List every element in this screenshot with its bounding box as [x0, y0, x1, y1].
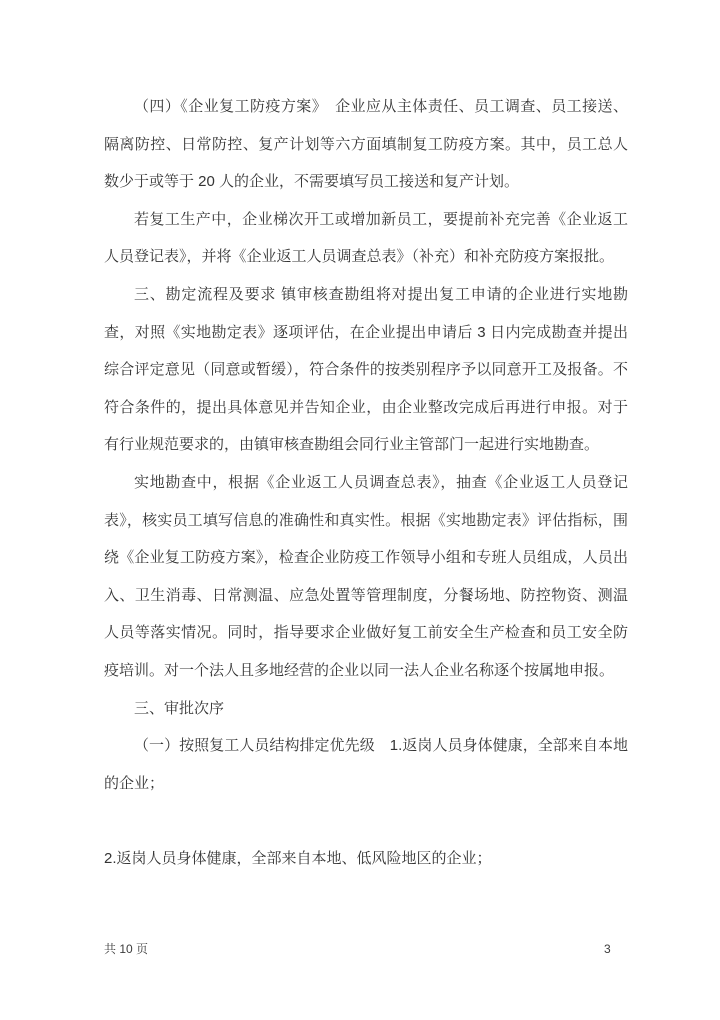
- paragraph-kanding-liucheng-yaoqiu: 三、勘定流程及要求 镇审核查勘组将对提出复工申请的企业进行实地勘查，对照《实地勘定表》逐项评估，在企业提出申请后 3 日内完成勘查并提出综合评定意见（同意或暂缓），符合条件的按类别程序予以同意开工及报备。不符合条件的，提出具体意见并告知企业，由企业整改完成后再进行申报。对于有行业规范要求的，由镇审核查勘组会同行业主管部门一起进行实地勘查。: [104, 285, 628, 454]
- paragraph-youxianji-item-2: 2.返岗人员身体健康，全部来自本地、低风险地区的企业；: [104, 849, 492, 867]
- document-body: [104, 88, 628, 877]
- paragraph-youxianji-item-1: （一）按照复工人员结构排定优先级 1.返岗人员身体健康，全部来自本地的企业；: [104, 737, 628, 792]
- heading-shenpi-cixu: 三、审批次序: [134, 699, 225, 717]
- paragraph-qiye-fugong-fangyi-fangan: （四）《企业复工防疫方案》 企业应从主体责任、员工调查、员工接送、隔离防控、日常防控、复产计划等六方面填制复工防疫方案。其中，员工总人数少于或等于 20 人的企业，不需要填写员工接送和复产计划。: [104, 98, 628, 191]
- footer-total-pages: 共 10 页: [104, 942, 149, 956]
- paragraph-fugong-shengchan-buchong: 若复工生产中，企业梯次开工或增加新员工，要提前补充完善《企业返工人员登记表》，并将《企业返工人员调查总表》（补充）和补充防疫方案报批。: [104, 210, 628, 266]
- paragraph-shidi-kancha: 实地勘查中，根据《企业返工人员调查总表》，抽查《企业返工人员登记表》，核实员工填写信息的准确性和真实性。根据《实地勘定表》评估指标，围绕《企业复工防疫方案》，检查企业防疫工作领导小组和专班人员组成，人员出入、卫生消毒、日常测温、应急处置等管理制度，分餐场地、防控物资、测温人员等落实情况。同时，指导要求企业做好复工前安全生产检查和员工安全防疫培训。对一个法人且多地经营的企业以同一法人企业名称逐个按属地申报。: [104, 473, 628, 679]
- footer-page-number: 3: [604, 942, 611, 956]
